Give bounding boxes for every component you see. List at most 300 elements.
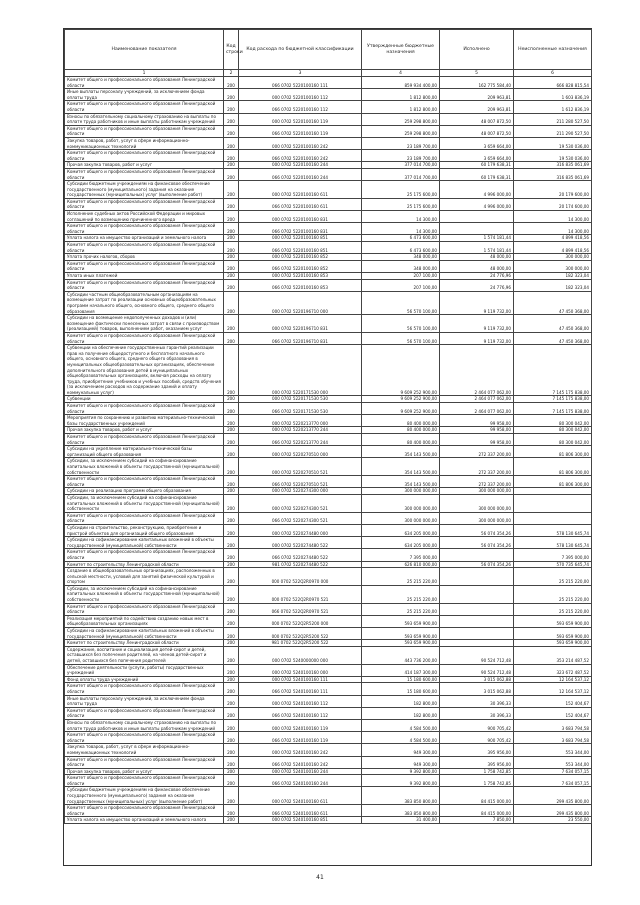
row-budget-code: 066 0702 522Q2R0970 521 bbox=[239, 603, 362, 615]
row-line-code: 200 bbox=[224, 89, 239, 101]
row-executed: 3 659 664,00 bbox=[440, 150, 514, 162]
row-budget-code: 066 0702 5240100160 111 bbox=[239, 683, 362, 695]
row-name: Субвенции на обеспечение государственных гарантий реализации прав на получение общедоступного и бесплатного начального общего, основного общего, среднего общего образования в муниципальных общеобразовательных организациях, обеспечение дополнительного образования детей в муниципальных общеобразовательных организациях, включая расходы на оплату труда, приобретение учебников и учебных пособий, средств обучения (за исключением расходов на содержание зданий и оплату коммунальных услуг) bbox=[65, 345, 224, 396]
row-budget-code: 981 0702 522Q2R5200 522 bbox=[239, 640, 362, 647]
row-unexecuted: 25 215 220,00 bbox=[514, 568, 592, 586]
row-approved: 207 100,00 bbox=[362, 273, 440, 280]
table-row bbox=[65, 150, 592, 162]
row-budget-code: 000 0702 5220100160 851 bbox=[239, 235, 362, 242]
row-unexecuted: 152 404,67 bbox=[514, 707, 592, 719]
row-budget-code: 066 0702 5240100160 244 bbox=[239, 775, 362, 787]
row-name: Закупка товаров, работ, услуг в сфере информационно-коммуникационных технологий bbox=[65, 744, 224, 756]
row-unexecuted: 316 835 061,69 bbox=[514, 162, 592, 169]
row-name: Создание в общеобразовательных организациях, расположенных в сельской местности, условий для занятий физической культурой и спортом bbox=[65, 568, 224, 586]
row-budget-code: 066 0702 5220100160 611 bbox=[239, 198, 362, 210]
row-approved: 348 000,00 bbox=[362, 260, 440, 272]
row-line-code: 200 bbox=[224, 512, 239, 524]
row-line-code: 200 bbox=[224, 211, 239, 223]
table-row bbox=[65, 427, 592, 434]
table-row bbox=[65, 768, 592, 775]
row-budget-code: 981 0702 5220274480 522 bbox=[239, 561, 362, 568]
row-name: Комитет общего и профессионального образования Ленинградской области bbox=[65, 403, 224, 415]
row-unexecuted: 20 179 600,00 bbox=[514, 181, 592, 199]
row-name: Субсидии, за исключением субсидий на софинансирование капитальных вложений в объекты государственной (муниципальной) собственности bbox=[65, 494, 224, 512]
row-unexecuted: 570 735 645,74 bbox=[514, 561, 592, 568]
row-approved: 23 189 700,00 bbox=[362, 137, 440, 149]
row-budget-code: 066 0702 5220274300 521 bbox=[239, 512, 362, 524]
table-row bbox=[65, 476, 592, 488]
table-row bbox=[65, 628, 592, 640]
row-approved: 6 473 600,00 bbox=[362, 235, 440, 242]
row-unexecuted: 316 835 061,69 bbox=[514, 168, 592, 180]
header-line-code: Код строки bbox=[224, 30, 239, 70]
row-unexecuted: 553 344,00 bbox=[514, 744, 592, 756]
row-approved: 15 180 600,00 bbox=[362, 676, 440, 683]
row-name: Фонд оплаты труда учреждений bbox=[65, 676, 224, 683]
row-budget-code: 066 0702 5220100160 853 bbox=[239, 279, 362, 291]
row-executed: 24 776,96 bbox=[440, 279, 514, 291]
row-unexecuted: 80 300 042,00 bbox=[514, 427, 592, 434]
row-approved: 31 400,00 bbox=[362, 817, 440, 824]
row-unexecuted: 299 435 800,00 bbox=[514, 787, 592, 805]
row-unexecuted: 300 000,00 bbox=[514, 260, 592, 272]
row-executed: 2 464 077 062,00 bbox=[440, 396, 514, 403]
row-approved: 4 584 500,00 bbox=[362, 732, 440, 744]
row-executed: 272 337 200,00 bbox=[440, 446, 514, 458]
table-row bbox=[65, 89, 592, 101]
row-name: Обеспечение деятельности (услуги, работы) государственных учреждений bbox=[65, 664, 224, 676]
row-budget-code: 066 0702 5240100160 611 bbox=[239, 805, 362, 817]
row-unexecuted: 323 672 487,52 bbox=[514, 664, 592, 676]
row-executed: 56 074 354,26 bbox=[440, 561, 514, 568]
row-budget-code: 000 0702 5240100160 112 bbox=[239, 695, 362, 707]
row-executed bbox=[440, 603, 514, 615]
row-name: Уплата налога на имущество организаций и земельного налога bbox=[65, 235, 224, 242]
table-row bbox=[65, 585, 592, 603]
row-unexecuted: 299 435 800,00 bbox=[514, 805, 592, 817]
row-unexecuted: 152 404,67 bbox=[514, 695, 592, 707]
row-executed: 84 415 000,00 bbox=[440, 805, 514, 817]
row-unexecuted: 3 683 794,58 bbox=[514, 732, 592, 744]
row-executed: 9 119 732,00 bbox=[440, 315, 514, 333]
row-line-code: 200 bbox=[224, 396, 239, 403]
row-budget-code: 066 0702 5220213770 244 bbox=[239, 434, 362, 446]
table-row bbox=[65, 744, 592, 756]
row-name: Комитет общего и профессионального образования Ленинградской области bbox=[65, 775, 224, 787]
header-indicator-name: Наименование показателя bbox=[65, 30, 224, 70]
row-executed bbox=[440, 585, 514, 603]
table-row bbox=[65, 345, 592, 396]
table-row bbox=[65, 125, 592, 137]
row-approved: 259 298 800,00 bbox=[362, 125, 440, 137]
table-row bbox=[65, 254, 592, 261]
row-executed: 900 705,42 bbox=[440, 732, 514, 744]
row-name: Субсидии на софинансирование капитальных вложений в объекты государственной (муниципальной) собственности bbox=[65, 537, 224, 549]
budget-execution-table bbox=[64, 29, 592, 824]
row-approved: 56 570 100,00 bbox=[362, 332, 440, 344]
row-approved: 9 609 252 900,00 bbox=[362, 345, 440, 396]
row-approved: 6 473 600,00 bbox=[362, 242, 440, 254]
row-budget-code: 000 0702 5220171530 000 bbox=[239, 345, 362, 396]
row-unexecuted: 12 164 537,12 bbox=[514, 676, 592, 683]
row-name: Исполнение судебных актов Российской Федерации и мировых соглашений по возмещению причиненного вреда bbox=[65, 211, 224, 223]
row-name: Субсидии бюджетным учреждениям на финансовое обеспечение государственного (муниципального) задания на оказание государственных (муниципальных) услуг (выполнение работ) bbox=[65, 787, 224, 805]
row-budget-code: 066 0702 5220196710 831 bbox=[239, 332, 362, 344]
table-row bbox=[65, 719, 592, 731]
row-name: Комитет общего и профессионального образования Ленинградской области bbox=[65, 198, 224, 210]
row-budget-code: 000 0702 5240100160 119 bbox=[239, 719, 362, 731]
row-line-code: 200 bbox=[224, 775, 239, 787]
row-unexecuted: 7 634 057,15 bbox=[514, 775, 592, 787]
table-row bbox=[65, 787, 592, 805]
row-executed: 48 007 872,50 bbox=[440, 125, 514, 137]
row-unexecuted: 4 899 418,56 bbox=[514, 242, 592, 254]
row-name: Комитет общего и профессионального образования Ленинградской области bbox=[65, 279, 224, 291]
row-unexecuted bbox=[514, 512, 592, 524]
row-executed: 300 000 000,00 bbox=[440, 494, 514, 512]
table-row bbox=[65, 137, 592, 149]
table-row bbox=[65, 198, 592, 210]
row-line-code: 200 bbox=[224, 315, 239, 333]
row-line-code: 200 bbox=[224, 805, 239, 817]
row-approved: 634 205 000,00 bbox=[362, 537, 440, 549]
table-row bbox=[65, 732, 592, 744]
row-executed: 2 464 077 062,00 bbox=[440, 403, 514, 415]
table-row bbox=[65, 805, 592, 817]
table-row bbox=[65, 664, 592, 676]
row-approved: 348 000,00 bbox=[362, 254, 440, 261]
row-line-code: 200 bbox=[224, 628, 239, 640]
row-approved: 14 300,00 bbox=[362, 211, 440, 223]
row-budget-code: 066 0702 5220171530 530 bbox=[239, 403, 362, 415]
row-budget-code: 066 0702 5220100160 242 bbox=[239, 150, 362, 162]
row-approved: 354 143 500,00 bbox=[362, 446, 440, 458]
row-unexecuted: 47 450 368,00 bbox=[514, 332, 592, 344]
table-row bbox=[65, 537, 592, 549]
row-executed: 2 464 077 062,00 bbox=[440, 345, 514, 396]
row-executed: 84 415 000,00 bbox=[440, 787, 514, 805]
row-line-code: 200 bbox=[224, 756, 239, 768]
row-name: Уплата налога на имущество организаций и земельного налога bbox=[65, 817, 224, 824]
row-line-code: 200 bbox=[224, 683, 239, 695]
row-executed: 395 956,00 bbox=[440, 756, 514, 768]
table-row bbox=[65, 695, 592, 707]
row-budget-code: 000 0702 5220100160 119 bbox=[239, 113, 362, 125]
row-executed: 900 705,42 bbox=[440, 719, 514, 731]
header-executed: Исполнено bbox=[440, 30, 514, 70]
row-budget-code: 000 0702 5220270510 521 bbox=[239, 458, 362, 476]
row-name: Комитет общего и профессионального образования Ленинградской области bbox=[65, 603, 224, 615]
row-name: Субсидии на софинансирование капитальных вложений в объекты государственной (муниципальной) собственности bbox=[65, 628, 224, 640]
row-name: Уплата прочих налогов, сборов bbox=[65, 254, 224, 261]
row-executed: 48 000,00 bbox=[440, 260, 514, 272]
row-approved: 443 736 200,00 bbox=[362, 646, 440, 664]
row-line-code: 200 bbox=[224, 488, 239, 495]
row-line-code: 200 bbox=[224, 125, 239, 137]
row-executed: 300 000 000,00 bbox=[440, 512, 514, 524]
row-unexecuted: 7 634 057,15 bbox=[514, 768, 592, 775]
table-row bbox=[65, 707, 592, 719]
row-unexecuted: 593 659 900,00 bbox=[514, 628, 592, 640]
row-unexecuted: 353 214 487,52 bbox=[514, 646, 592, 664]
table-row bbox=[65, 817, 592, 824]
row-executed bbox=[440, 549, 514, 561]
row-approved: 634 205 000,00 bbox=[362, 524, 440, 536]
row-budget-code: 000 0702 522Q2R5200 000 bbox=[239, 615, 362, 627]
column-number: 4 bbox=[362, 70, 440, 77]
row-name: Субсидии, за исключением субсидий на софинансирование капитальных вложений в объекты государственной (муниципальной) собственности bbox=[65, 458, 224, 476]
row-budget-code: 066 0702 5220100160 851 bbox=[239, 242, 362, 254]
table-row bbox=[65, 162, 592, 169]
row-approved: 80 400 000,00 bbox=[362, 427, 440, 434]
table-row bbox=[65, 77, 592, 89]
row-name: Субсидии бюджетным учреждениям на финансовое обеспечение государственного (муниципального) задания на оказание государственных (муниципальных) услуг (выполнение работ) bbox=[65, 181, 224, 199]
row-name: Уплата иных платежей bbox=[65, 273, 224, 280]
row-approved: 1 812 800,00 bbox=[362, 89, 440, 101]
row-unexecuted: 578 130 645,74 bbox=[514, 537, 592, 549]
row-name: Прочая закупка товаров, работ и услуг bbox=[65, 162, 224, 169]
row-name: Комитет общего и профессионального образования Ленинградской области bbox=[65, 101, 224, 113]
table-row bbox=[65, 488, 592, 495]
row-line-code: 200 bbox=[224, 254, 239, 261]
row-approved: 15 180 600,00 bbox=[362, 683, 440, 695]
row-line-code: 200 bbox=[224, 223, 239, 235]
row-unexecuted: 300 000,00 bbox=[514, 254, 592, 261]
row-approved: 56 570 100,00 bbox=[362, 315, 440, 333]
row-unexecuted: 80 300 042,00 bbox=[514, 415, 592, 427]
row-executed: 272 337 200,00 bbox=[440, 476, 514, 488]
row-approved: 4 584 500,00 bbox=[362, 719, 440, 731]
row-line-code: 200 bbox=[224, 524, 239, 536]
row-name: Комитет общего и профессионального образования Ленинградской области bbox=[65, 476, 224, 488]
row-approved: 25 175 600,00 bbox=[362, 181, 440, 199]
row-budget-code: 066 0702 5220100160 831 bbox=[239, 223, 362, 235]
table-row bbox=[65, 415, 592, 427]
row-name: Комитет общего и профессионального образования Ленинградской области bbox=[65, 512, 224, 524]
row-budget-code: 000 0702 5220171530 530 bbox=[239, 396, 362, 403]
row-approved: 7 395 000,00 bbox=[362, 549, 440, 561]
row-executed bbox=[440, 640, 514, 647]
row-approved: 80 400 000,00 bbox=[362, 434, 440, 446]
row-executed: 99 958,00 bbox=[440, 427, 514, 434]
row-approved: 949 300,00 bbox=[362, 756, 440, 768]
row-budget-code: 000 0702 5240100160 111 bbox=[239, 676, 362, 683]
row-line-code: 200 bbox=[224, 345, 239, 396]
row-budget-code: 066 0702 5240100160 112 bbox=[239, 707, 362, 719]
row-approved: 14 300,00 bbox=[362, 223, 440, 235]
row-approved: 1 812 800,00 bbox=[362, 101, 440, 113]
report-table-sheet bbox=[63, 28, 592, 866]
row-name: Субсидии на укрепление материально-технической базы организаций общего образования bbox=[65, 446, 224, 458]
row-line-code: 200 bbox=[224, 768, 239, 775]
column-number: 1 bbox=[65, 70, 224, 77]
table-row bbox=[65, 494, 592, 512]
row-line-code: 200 bbox=[224, 494, 239, 512]
row-budget-code: 000 0702 5220274480 000 bbox=[239, 524, 362, 536]
row-unexecuted: 578 130 645,74 bbox=[514, 524, 592, 536]
table-row bbox=[65, 683, 592, 695]
row-unexecuted: 7 145 175 838,00 bbox=[514, 345, 592, 396]
row-approved: 626 810 000,00 bbox=[362, 561, 440, 568]
table-row bbox=[65, 235, 592, 242]
row-budget-code: 066 0702 5240100160 242 bbox=[239, 756, 362, 768]
row-line-code: 200 bbox=[224, 537, 239, 549]
row-budget-code: 000 0702 5240100160 851 bbox=[239, 817, 362, 824]
table-row bbox=[65, 434, 592, 446]
row-unexecuted: 12 164 537,12 bbox=[514, 683, 592, 695]
row-executed: 56 074 354,26 bbox=[440, 537, 514, 549]
row-executed: 30 396,33 bbox=[440, 695, 514, 707]
table-row bbox=[65, 223, 592, 235]
table-row bbox=[65, 603, 592, 615]
row-executed: 60 179 638,31 bbox=[440, 168, 514, 180]
row-line-code: 200 bbox=[224, 549, 239, 561]
row-unexecuted: 81 806 300,00 bbox=[514, 476, 592, 488]
row-line-code: 200 bbox=[224, 817, 239, 824]
table-row bbox=[65, 458, 592, 476]
row-line-code: 200 bbox=[224, 273, 239, 280]
row-unexecuted: 47 450 368,00 bbox=[514, 291, 592, 314]
row-budget-code: 066 0702 5220274480 522 bbox=[239, 549, 362, 561]
row-approved: 182 800,00 bbox=[362, 707, 440, 719]
row-approved: 25 215 220,00 bbox=[362, 585, 440, 603]
row-name: Комитет общего и профессионального образования Ленинградской области bbox=[65, 168, 224, 180]
row-approved: 354 143 500,00 bbox=[362, 458, 440, 476]
row-line-code: 200 bbox=[224, 150, 239, 162]
row-unexecuted: 4 899 418,56 bbox=[514, 235, 592, 242]
row-line-code: 200 bbox=[224, 427, 239, 434]
row-budget-code: 066 0702 5220100160 852 bbox=[239, 260, 362, 272]
row-name: Комитет общего и профессионального образования Ленинградской области bbox=[65, 125, 224, 137]
header-unexecuted: Неисполненные назначения bbox=[514, 30, 592, 70]
row-unexecuted: 14 300,00 bbox=[514, 211, 592, 223]
row-executed: 24 776,96 bbox=[440, 273, 514, 280]
row-budget-code: 000 0702 5220213770 244 bbox=[239, 427, 362, 434]
row-line-code: 200 bbox=[224, 113, 239, 125]
row-budget-code: 000 0702 5220100160 611 bbox=[239, 181, 362, 199]
row-approved: 56 570 100,00 bbox=[362, 291, 440, 314]
row-name: Комитет общего и профессионального образования Ленинградской области bbox=[65, 756, 224, 768]
row-executed: 99 958,00 bbox=[440, 415, 514, 427]
row-executed: 4 996 000,00 bbox=[440, 198, 514, 210]
row-executed: 48 007 872,50 bbox=[440, 113, 514, 125]
row-unexecuted: 182 323,04 bbox=[514, 273, 592, 280]
row-unexecuted: 1 603 836,19 bbox=[514, 89, 592, 101]
row-line-code: 200 bbox=[224, 332, 239, 344]
row-approved: 300 000 000,00 bbox=[362, 488, 440, 495]
page-number: 41 bbox=[316, 874, 324, 881]
row-budget-code: 000 0702 5240100160 242 bbox=[239, 744, 362, 756]
row-line-code: 200 bbox=[224, 561, 239, 568]
row-approved: 593 659 900,00 bbox=[362, 640, 440, 647]
row-budget-code: 000 0702 522Q2R0970 000 bbox=[239, 568, 362, 586]
row-line-code: 200 bbox=[224, 260, 239, 272]
table-row bbox=[65, 775, 592, 787]
column-number-row bbox=[65, 70, 592, 77]
table-row bbox=[65, 101, 592, 113]
row-executed bbox=[440, 615, 514, 627]
row-executed: 9 119 732,00 bbox=[440, 291, 514, 314]
row-line-code: 200 bbox=[224, 181, 239, 199]
row-approved: 593 659 900,00 bbox=[362, 615, 440, 627]
row-budget-code: 000 0702 5240100160 000 bbox=[239, 664, 362, 676]
table-row bbox=[65, 211, 592, 223]
row-name: Комитет общего и профессионального образования Ленинградской области bbox=[65, 260, 224, 272]
row-name: Субсидии, за исключением субсидий на софинансирование капитальных вложений в объекты государственной (муниципальной) собственности bbox=[65, 585, 224, 603]
row-line-code: 200 bbox=[224, 787, 239, 805]
row-unexecuted: 1 612 836,19 bbox=[514, 101, 592, 113]
table-row bbox=[65, 168, 592, 180]
row-name: Реализация мероприятий по содействию созданию новых мест в общеобразовательных организациях bbox=[65, 615, 224, 627]
header-budget-code: Код расхода по бюджетной классификации bbox=[239, 30, 362, 70]
row-name: Содержание, воспитание и социализация детей-сирот и детей, оставшихся без попечения родителей, на членов детей-сирот и детей, оставшихся без попечения родителей bbox=[65, 646, 224, 664]
row-unexecuted: 81 806 300,00 bbox=[514, 446, 592, 458]
table-row bbox=[65, 273, 592, 280]
row-approved: 23 189 700,00 bbox=[362, 150, 440, 162]
row-budget-code: 000 0702 5220196710 831 bbox=[239, 315, 362, 333]
row-budget-code: 000 0702 5220100160 852 bbox=[239, 254, 362, 261]
row-unexecuted: 593 659 900,00 bbox=[514, 640, 592, 647]
table-row bbox=[65, 676, 592, 683]
row-line-code: 200 bbox=[224, 235, 239, 242]
row-unexecuted: 20 174 600,00 bbox=[514, 198, 592, 210]
table-row bbox=[65, 332, 592, 344]
row-executed: 209 963,81 bbox=[440, 89, 514, 101]
row-name: Комитет общего и профессионального образования Ленинградской области bbox=[65, 434, 224, 446]
row-unexecuted: 553 344,00 bbox=[514, 756, 592, 768]
row-budget-code: 000 0702 5220274300 521 bbox=[239, 494, 362, 512]
row-line-code: 200 bbox=[224, 403, 239, 415]
row-line-code: 200 bbox=[224, 291, 239, 314]
row-budget-code: 066 0702 5240100160 119 bbox=[239, 732, 362, 744]
row-unexecuted: 593 659 900,00 bbox=[514, 615, 592, 627]
row-line-code: 200 bbox=[224, 101, 239, 113]
table-row bbox=[65, 512, 592, 524]
row-approved: 9 392 800,00 bbox=[362, 768, 440, 775]
row-line-code: 200 bbox=[224, 615, 239, 627]
row-name: Комитет общего и профессионального образования Ленинградской области bbox=[65, 223, 224, 235]
row-budget-code: 066 0702 5220100160 119 bbox=[239, 125, 362, 137]
table-row bbox=[65, 113, 592, 125]
row-unexecuted: 182 323,04 bbox=[514, 279, 592, 291]
row-executed: 56 074 354,26 bbox=[440, 524, 514, 536]
row-unexecuted bbox=[514, 494, 592, 512]
row-budget-code: 000 0702 5220270510 000 bbox=[239, 446, 362, 458]
row-approved: 259 298 800,00 bbox=[362, 113, 440, 125]
row-unexecuted: 19 530 036,00 bbox=[514, 150, 592, 162]
row-name: Иные выплаты персоналу учреждений, за исключением фонда оплаты труда bbox=[65, 695, 224, 707]
row-budget-code: 000 0702 5220100160 242 bbox=[239, 137, 362, 149]
row-approved: 207 100,00 bbox=[362, 279, 440, 291]
row-executed: 209 963,81 bbox=[440, 101, 514, 113]
row-unexecuted: 7 145 175 838,00 bbox=[514, 396, 592, 403]
row-approved: 949 300,00 bbox=[362, 744, 440, 756]
row-executed bbox=[440, 223, 514, 235]
row-name: Комитет общего и профессионального образования Ленинградской области bbox=[65, 332, 224, 344]
row-budget-code: 066 0702 5220100160 244 bbox=[239, 168, 362, 180]
row-approved: 377 014 700,00 bbox=[362, 162, 440, 169]
row-line-code: 200 bbox=[224, 646, 239, 664]
row-name: Комитет общего и профессионального образования Ленинградской области bbox=[65, 805, 224, 817]
row-approved: 414 187 300,00 bbox=[362, 664, 440, 676]
table-row bbox=[65, 403, 592, 415]
row-approved: 9 609 252 900,00 bbox=[362, 396, 440, 403]
table-row bbox=[65, 260, 592, 272]
row-approved: 383 850 800,00 bbox=[362, 787, 440, 805]
row-line-code: 200 bbox=[224, 198, 239, 210]
row-unexecuted bbox=[514, 488, 592, 495]
row-name: Комитет общего и профессионального образования Ленинградской области bbox=[65, 707, 224, 719]
